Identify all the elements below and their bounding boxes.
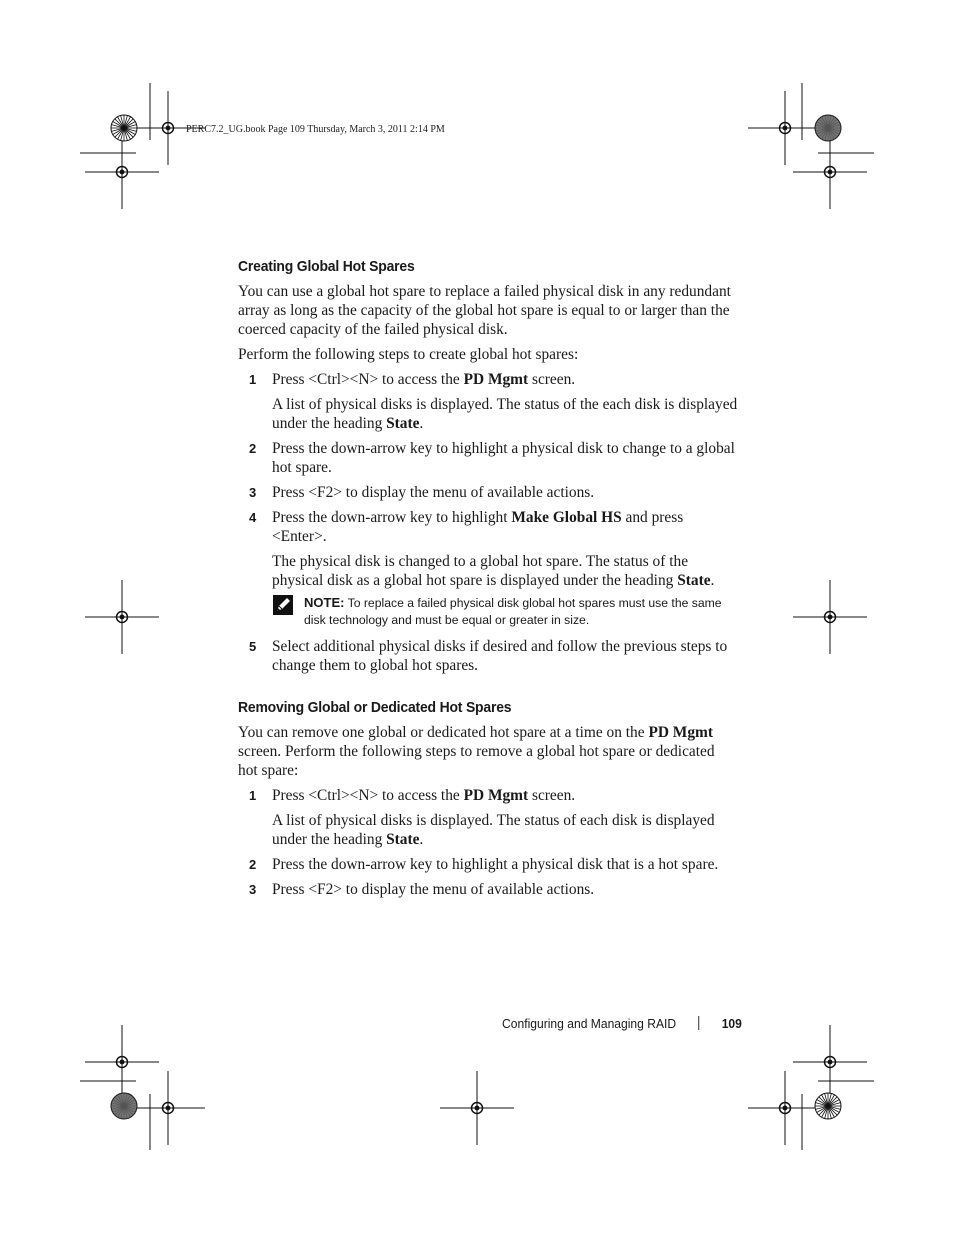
list-item [238, 637, 738, 675]
step-detail: A list of physical disks is displayed. The status of each disk is displayed under the heading State. [272, 812, 715, 848]
list-item [238, 439, 738, 477]
registration-target [815, 1093, 841, 1119]
step-number: 2 [249, 441, 257, 456]
registration-crosshair [793, 135, 867, 209]
step-text: Press <Ctrl><N> to access the PD Mgmt screen. [272, 787, 576, 804]
note-label: NOTE: [304, 595, 345, 610]
page-footer [502, 1016, 742, 1031]
list-item [238, 786, 738, 849]
step-text: Select additional physical disks if desired and follow the previous steps to change them to global hot spares. [272, 638, 728, 674]
step-number: 1 [249, 788, 257, 803]
ui-term: State [386, 831, 420, 848]
step-text: Press the down-arrow key to highlight a physical disk to change to a global hot spare. [272, 440, 735, 476]
registration-crosshair [85, 1025, 159, 1099]
registration-crosshair [440, 1071, 514, 1145]
header-file-info: PERC7.2_UG.book Page 109 Thursday, March 3, 2011 2:14 PM [186, 124, 445, 135]
step-detail: The physical disk is changed to a global hot spare. The status of the physical disk as a global hot spare is displayed under the heading State. [272, 553, 715, 589]
registration-target [815, 115, 841, 141]
intro-paragraph: You can remove one global or dedicated hot spare at a time on the PD Mgmt screen. Perform the following steps to remove a global hot spare or dedicated hot spare: [238, 724, 715, 779]
list-item [238, 508, 738, 629]
step-detail: A list of physical disks is displayed. The status of the each disk is displayed under the heading State. [272, 396, 738, 432]
ui-term: State [386, 415, 420, 432]
intro-paragraph: You can use a global hot spare to replace a failed physical disk in any redundant array as long as the capacity of the global hot spare is equal to or larger than the coerced capacity of the failed physical disk. [238, 283, 731, 338]
registration-crosshair [131, 1071, 205, 1145]
section-heading-remove-hot-spares: Removing Global or Dedicated Hot Spares [238, 699, 512, 716]
create-steps-list [238, 370, 738, 675]
ui-term: PD Mgmt [648, 724, 713, 741]
step-text: Press <F2> to display the menu of available actions. [272, 881, 595, 898]
footer-divider [699, 1016, 700, 1030]
step-number: 3 [249, 485, 257, 500]
list-item [238, 370, 738, 433]
registration-crosshair [85, 580, 159, 654]
ui-term: PD Mgmt [463, 371, 529, 388]
step-number: 1 [249, 372, 257, 387]
step-text: Press the down-arrow key to highlight Make Global HS and press <Enter>. [272, 509, 684, 545]
list-item [238, 880, 738, 899]
ui-term: PD Mgmt [463, 787, 529, 804]
ui-term: Make Global HS [511, 509, 622, 526]
registration-target [111, 115, 137, 141]
ui-term: State [677, 572, 711, 589]
step-text: Press <Ctrl><N> to access the PD Mgmt screen. [272, 371, 576, 388]
remove-steps-list [238, 786, 738, 899]
list-item [238, 855, 738, 874]
section-heading-create-global-hot-spares: Creating Global Hot Spares [238, 258, 415, 275]
footer-chapter-title: Configuring and Managing RAID [502, 1016, 677, 1031]
lead-paragraph: Perform the following steps to create global hot spares: [238, 346, 579, 363]
registration-crosshair [793, 580, 867, 654]
note-text: To replace a failed physical disk global hot spares must use the same disk technology and must be equal or greater in size. [304, 596, 722, 627]
registration-crosshair [748, 1071, 822, 1145]
list-item [238, 483, 738, 502]
step-text: Press <F2> to display the menu of available actions. [272, 484, 595, 501]
registration-crosshair [748, 91, 822, 165]
step-number: 4 [249, 510, 257, 525]
step-number: 2 [249, 857, 257, 872]
note-callout [272, 594, 738, 629]
page-number: 109 [721, 1016, 742, 1031]
registration-crosshair [85, 135, 159, 209]
step-number: 5 [249, 639, 257, 654]
step-number: 3 [249, 882, 257, 897]
pencil-note-icon [272, 594, 294, 616]
registration-crosshair [793, 1025, 867, 1099]
page-content [238, 258, 738, 905]
step-text: Press the down-arrow key to highlight a physical disk that is a hot spare. [272, 856, 719, 873]
registration-target [111, 1093, 137, 1119]
